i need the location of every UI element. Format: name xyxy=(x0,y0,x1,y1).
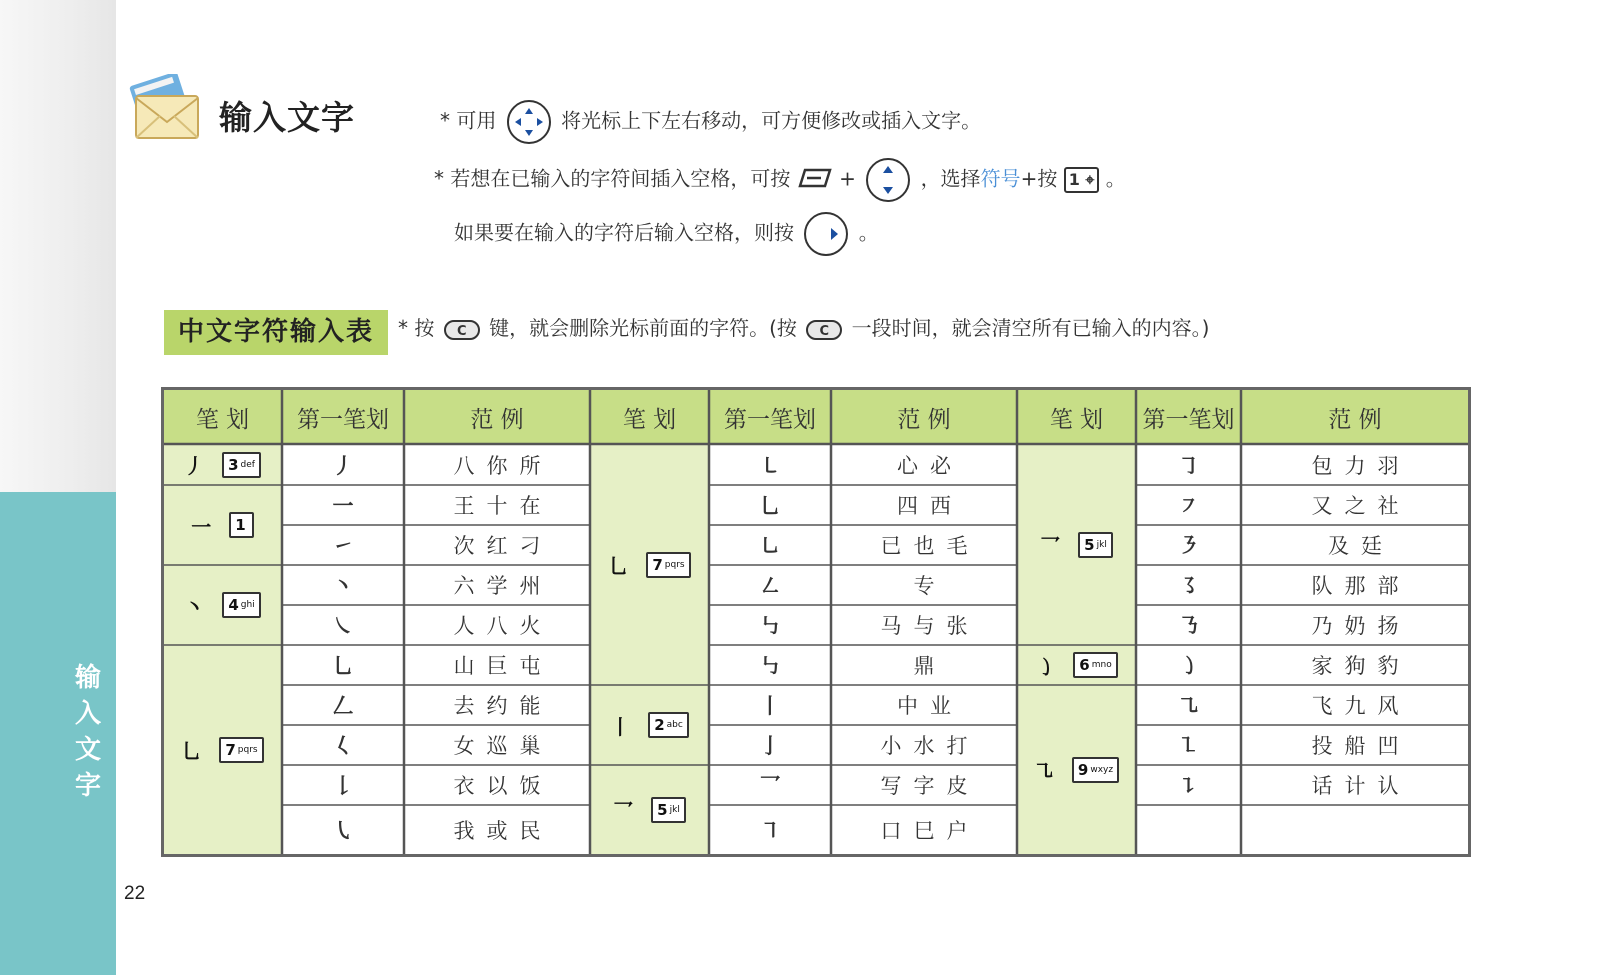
note-text: 键，就会删除光标前面的字符。(按 xyxy=(489,316,797,340)
symbol-link-text: 符号 xyxy=(980,166,1021,191)
example-cell xyxy=(1242,805,1468,854)
note-text: ，选择 xyxy=(920,166,981,191)
first-stroke-cell: 丨 xyxy=(759,694,781,718)
header-example: 范 例 xyxy=(470,406,524,433)
first-stroke-cell: ㇂ xyxy=(332,818,354,843)
soft-key-icon xyxy=(797,167,833,194)
sidebar-label xyxy=(72,660,104,804)
stroke-group-cell: 乚 7 pqrs xyxy=(591,444,708,685)
section-note xyxy=(398,312,1209,341)
sidebar-char: 入 xyxy=(74,699,101,729)
first-stroke-cell: 𡿨 xyxy=(332,734,354,758)
first-stroke-cell: ㇊ xyxy=(1178,774,1199,798)
first-stroke-cell: 乛 xyxy=(759,774,781,798)
example-cell: 又之社 xyxy=(1311,494,1411,518)
note-line-1 xyxy=(440,100,981,144)
stroke-group-cell: ㇈ 9 wxyz xyxy=(1018,685,1135,854)
example-cell: 人八火 xyxy=(453,614,553,638)
note-text: * 按 xyxy=(398,316,435,340)
example-cell: 八你所 xyxy=(453,453,553,478)
stroke-table xyxy=(161,387,1471,857)
example-cell: 中业 xyxy=(897,694,963,718)
sidebar-char: 输 xyxy=(74,663,101,693)
first-stroke-cell: ㇄ xyxy=(759,453,781,478)
stroke-group-cell: 乛 5 jkl xyxy=(591,765,708,854)
header-stroke: 笔 划 xyxy=(1049,406,1104,433)
first-stroke-cell: 丶 xyxy=(332,574,354,598)
example-cell: 女巡巢 xyxy=(453,734,553,758)
envelope-icon xyxy=(124,74,210,144)
note-plus: + xyxy=(839,166,856,191)
note-end: 。 xyxy=(858,220,879,245)
note-line-3 xyxy=(454,212,879,256)
first-stroke-cell: ㇅ xyxy=(1178,734,1199,758)
example-cell: 已也毛 xyxy=(880,534,980,558)
example-cell: 乃奶扬 xyxy=(1311,614,1411,638)
first-stroke-cell: 𠃋 xyxy=(332,694,354,718)
first-stroke-cell: 一 xyxy=(332,494,354,518)
example-cell: 及廷 xyxy=(1328,534,1394,558)
example-cell: 鼎 xyxy=(913,654,947,678)
page-number: 22 xyxy=(124,883,146,904)
example-cell: 投船凹 xyxy=(1311,734,1411,758)
example-cell: 队那部 xyxy=(1311,574,1411,598)
example-cell: 六学州 xyxy=(453,574,553,598)
header-first-stroke: 第一笔划 xyxy=(297,406,389,433)
note-text: * 可用 xyxy=(440,108,497,133)
example-cell: 马与张 xyxy=(880,614,980,638)
page-title: 输入文字 xyxy=(219,98,355,137)
first-stroke-cell: 丿 xyxy=(332,453,354,478)
stroke-group-cell: 一 1 xyxy=(164,485,281,565)
stroke-group-cell: ㇁ 6 mno xyxy=(1018,645,1135,685)
example-cell: 小水打 xyxy=(880,734,980,758)
note-line-2 xyxy=(434,158,1126,202)
note-text: +按 xyxy=(1020,166,1058,191)
stroke-group-cell: 丶 4 ghi xyxy=(164,565,281,645)
first-stroke-cell: ㇜ xyxy=(759,574,781,598)
first-stroke-cell: ㇁ xyxy=(1178,654,1199,678)
stroke-group-cell: 乚 7 pqrs xyxy=(164,645,281,854)
header-stroke: 笔 划 xyxy=(195,406,250,433)
first-stroke-cell: 𠄌 xyxy=(332,774,354,798)
stroke-group-cell: 丨 2 abc xyxy=(591,685,708,765)
stroke-group-cell: 丿 3 def xyxy=(164,444,281,485)
example-cell: 专 xyxy=(913,574,947,598)
first-stroke-cell: ㇈ xyxy=(1178,694,1199,718)
first-stroke-cell: 亅 xyxy=(759,734,781,758)
sidebar-char: 文 xyxy=(74,735,101,765)
example-cell: 家狗豹 xyxy=(1311,654,1411,678)
first-stroke-cell: 乚 xyxy=(332,654,354,678)
clear-key-icon: C xyxy=(444,320,480,340)
clear-key-icon: C xyxy=(806,320,842,340)
note-end: 。 xyxy=(1105,166,1126,191)
first-stroke-cell: ㇋ xyxy=(1178,534,1199,558)
first-stroke-cell: ㇌ xyxy=(1178,574,1199,598)
sidebar-top xyxy=(0,0,116,492)
sidebar-char: 字 xyxy=(74,771,101,801)
first-stroke-cell: ㇏ xyxy=(332,614,354,638)
navigation-updown-key-icon xyxy=(866,158,910,202)
example-cell: 包力羽 xyxy=(1311,453,1411,478)
example-cell: 我或民 xyxy=(453,818,553,843)
first-stroke-cell: ㇉ xyxy=(759,654,781,678)
example-cell: 心必 xyxy=(897,453,963,478)
first-stroke-cell: ㇡ xyxy=(1178,614,1199,638)
section-title: 中文字符输入表 xyxy=(164,310,388,355)
first-stroke-cell: ㇆ xyxy=(1178,453,1199,478)
example-cell: 山巨屯 xyxy=(453,654,553,678)
example-cell: 去约能 xyxy=(453,694,553,718)
header-example: 范 例 xyxy=(1328,406,1382,433)
first-stroke-cell: ㇇ xyxy=(1178,494,1199,518)
key-1-icon: 1 ⌖ xyxy=(1064,167,1100,193)
example-cell: 话计认 xyxy=(1311,774,1411,798)
first-stroke-cell: 乚 xyxy=(759,494,781,518)
first-stroke-cell: ㇉ xyxy=(759,614,781,638)
example-cell: 飞九风 xyxy=(1311,694,1411,718)
navigation-right-key-icon xyxy=(804,212,848,256)
stroke-group-cell: 乛 5 jkl xyxy=(1018,444,1135,645)
first-stroke-cell: ㇕ xyxy=(759,818,781,843)
first-stroke-cell: ㇀ xyxy=(332,534,354,558)
note-text: 如果要在输入的字符后输入空格，则按 xyxy=(454,220,794,245)
example-cell: 口巳户 xyxy=(880,818,980,843)
first-stroke-cell xyxy=(1137,805,1240,854)
navigation-key-icon xyxy=(507,100,551,144)
note-text: 一段时间，就会清空所有已输入的内容。) xyxy=(851,316,1210,340)
example-cell: 王十在 xyxy=(453,494,553,518)
header-example: 范 例 xyxy=(897,406,951,433)
first-stroke-cell: ㇟ xyxy=(759,534,781,558)
note-text: * 若想在已输入的字符间插入空格，可按 xyxy=(434,166,791,191)
header-first-stroke: 第一笔划 xyxy=(724,406,816,433)
note-text: 将光标上下左右移动，可方便修改或插入文字。 xyxy=(561,108,982,133)
example-cell: 写字皮 xyxy=(880,774,980,798)
example-cell: 次红刁 xyxy=(453,534,553,558)
example-cell: 衣以饭 xyxy=(453,774,553,798)
header-stroke: 笔 划 xyxy=(622,406,677,433)
example-cell: 四西 xyxy=(897,494,963,518)
header-first-stroke: 第一笔划 xyxy=(1142,406,1235,433)
